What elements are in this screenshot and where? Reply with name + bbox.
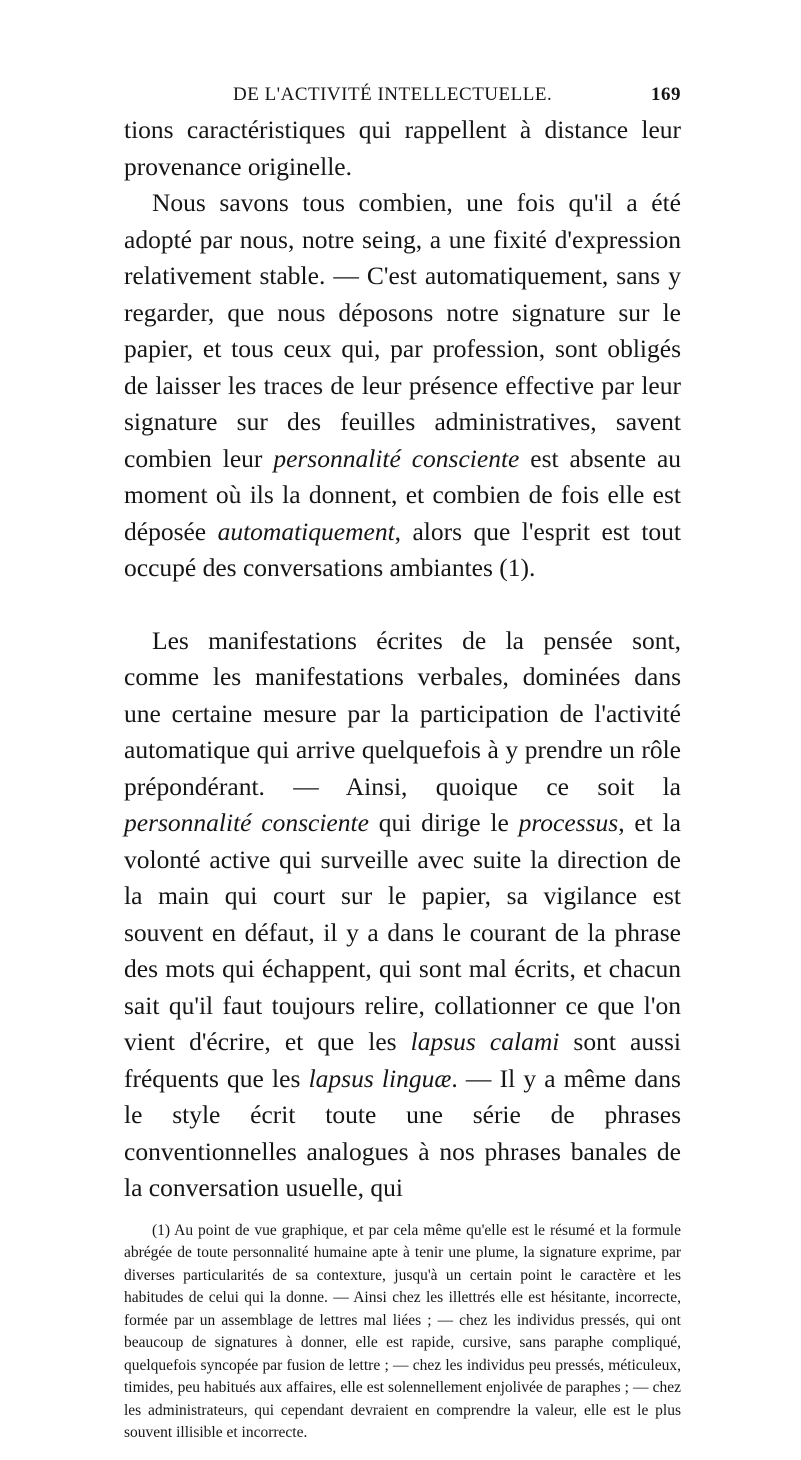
paragraph-text: Nous savons tous combien, une fois qu'il a été adopté par nous, notre seing, a une fixité d'expression relativement stable. — C'est automatiquement, sans y regarder, que nous déposons notre signature sur le papier, et tous ceux qui, par profession, sont obligés de laisser les traces de leur présence effective par leur signature sur des feuilles administratives, savent combien leur: [124, 188, 681, 473]
paragraph-text: Les manifestations écrites de la pensée sont, comme les manifestations verbales, dominées dans une certaine mesure par la participation de l'activité automatique qui arrive quelquefois à y prendre un rôle prépondérant. — Ainsi, quoique ce soit la: [124, 625, 681, 801]
paragraph-text: . — Il y a même dans le style écrit toute une série de phrases conventionnelles analogues à nos phrases banales de la conversation usuelle, qui: [124, 1063, 681, 1202]
footnote: (1) Au point de vue graphique, et par cela même qu'elle est le résumé et la formule abrégée de toute personnalité humaine apte à tenir une plume, la signature exprime, par diverses particularités de sa contexture, jusqu'à un certain point le caractère et les habitudes de celui qui la donne. — Ainsi chez les illettrés elle est hésitante, incorrecte, formée par un assemblage de lettres mal liées ; — chez les individus pressés, qui ont beaucoup de signatures à donner, elle est rapide, cursive, sans paraphe compliqué, quelquefois syncopée par fusion de lettre ; — chez les individus peu pressés, méticuleux, timides, peu habitués aux affaires, elle est solennellement enjolivée de paraphes ; — chez les administrateurs, qui cependant devraient en comprendre la valeur, elle est le plus souvent illisible et incorrecte.: [124, 1221, 681, 1441]
emphasis-text: lapsus linguæ: [308, 1063, 452, 1093]
running-title: DE L'ACTIVITÉ INTELLECTUELLE.: [233, 84, 553, 105]
emphasis-text: automatiquement: [217, 516, 395, 546]
emphasis-text: lapsus calami: [410, 1027, 560, 1056]
paragraph-text: qui dirige le: [368, 808, 519, 837]
paragraph-continuation: [124, 112, 681, 185]
emphasis-text: personnalité consciente: [124, 808, 369, 837]
paragraph-text: sont aussi fréquents que les: [124, 1027, 682, 1093]
page-number: 169: [651, 84, 681, 105]
page-header: [124, 84, 681, 112]
paragraph-text: , alors que l'esprit est tout occupé des conversations ambiantes (1).: [124, 516, 681, 582]
paragraph-text: est absente au moment où ils la donnent, et combien de fois elle est déposée: [124, 443, 682, 546]
emphasis-text: processus: [518, 808, 619, 837]
paragraph-signature: [124, 185, 681, 587]
emphasis-text: personnalité consciente: [273, 443, 520, 473]
book-page: [124, 84, 681, 1460]
paragraph-text: tions caractéristiques qui rappellent à distance leur provenance originelle.: [124, 115, 681, 181]
paragraph-written-manifestations: [124, 623, 681, 1207]
paragraph-text: , et la volonté active qui surveille avec suite la direction de la main qui court sur le papier, sa vigilance est souvent en défaut, il y a dans le courant de la phrase des mots qui échappent, qui sont mal écrits, et chacun sait qu'il faut toujours relire, collationner ce que l'on vient d'écrire, et que les: [124, 808, 681, 1056]
